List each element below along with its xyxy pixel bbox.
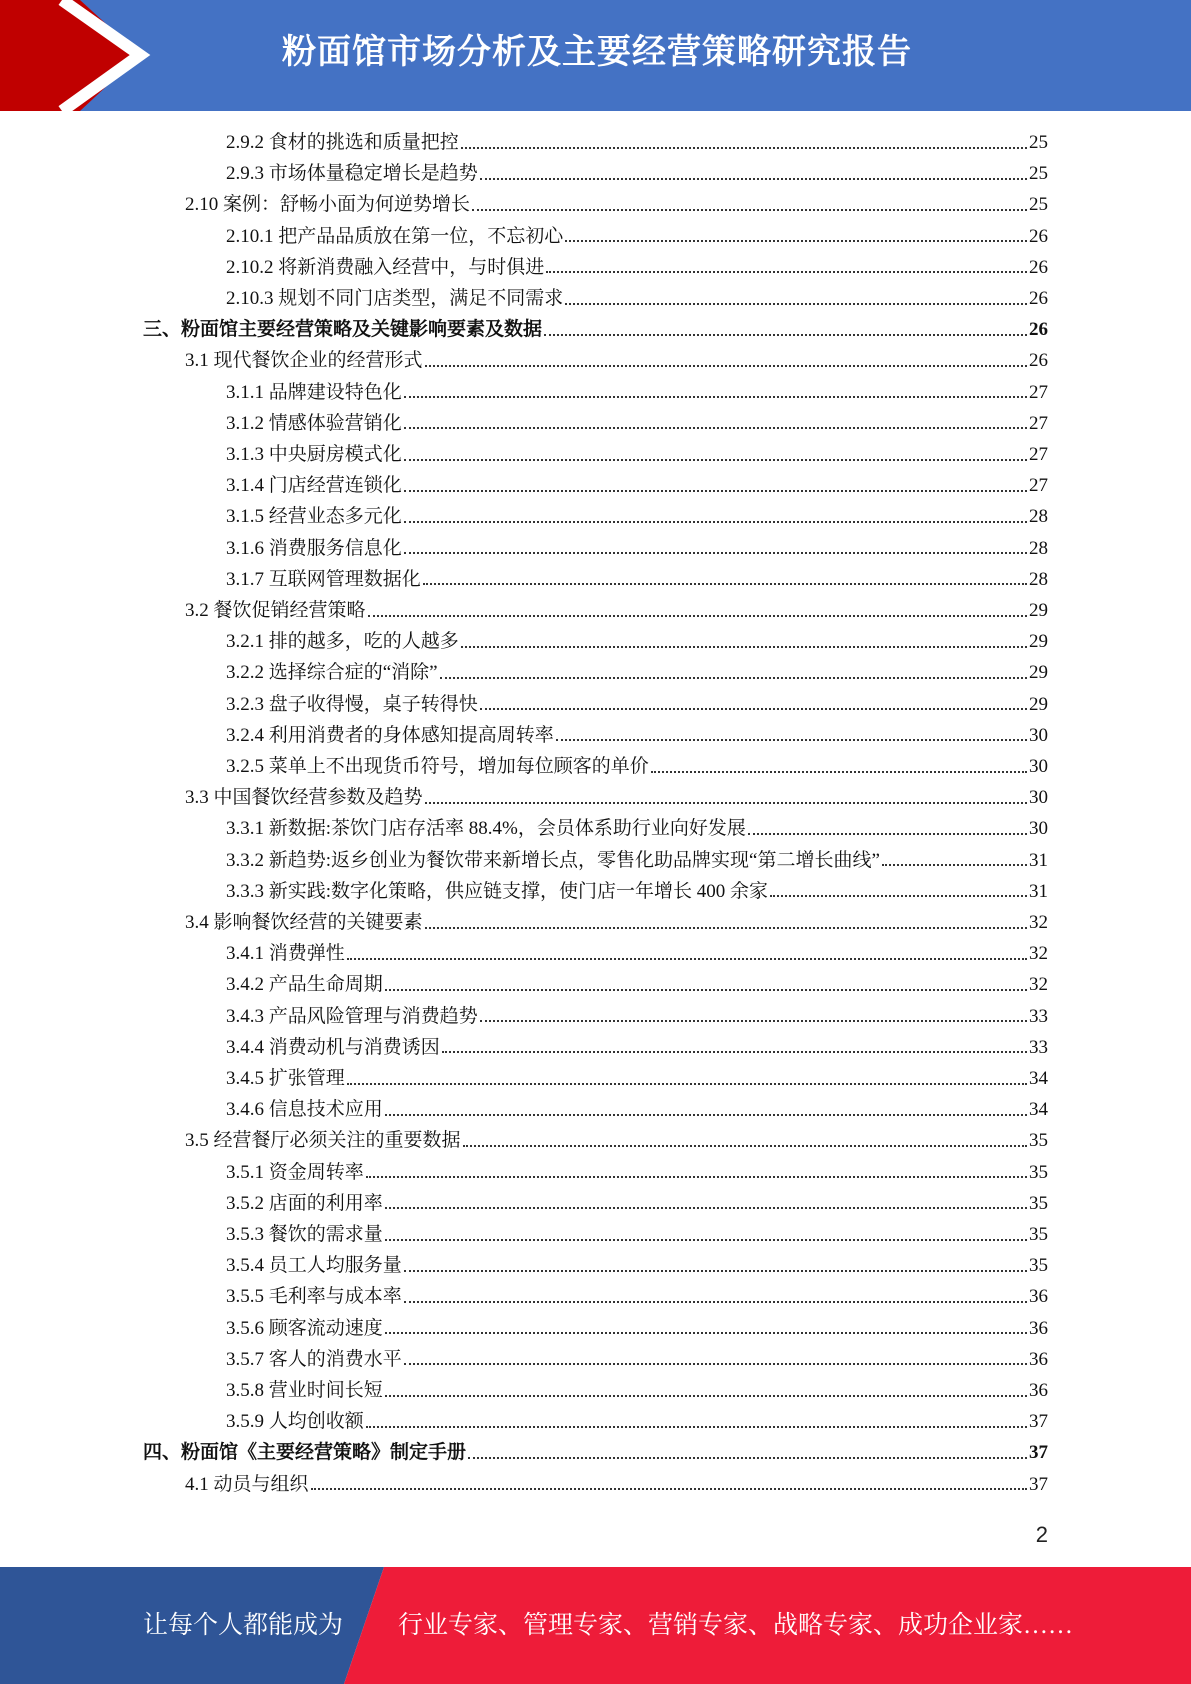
- toc-leader-dots: [565, 303, 1027, 305]
- toc-leader-dots: [385, 1207, 1027, 1209]
- toc-entry-page: 32: [1029, 943, 1048, 965]
- toc-entry-title: 3.1.4 门店经营连锁化: [226, 475, 402, 497]
- toc-entry-title: 2.10.2 将新消费融入经营中，与时俱进: [226, 256, 545, 278]
- toc-entry-page: 31: [1029, 880, 1048, 902]
- toc-entry[interactable]: [226, 283, 1048, 314]
- toc-entry-page: 28: [1029, 568, 1048, 590]
- toc-entry-title: 3.5.9 人均创收额: [226, 1411, 364, 1433]
- toc-leader-dots: [748, 833, 1027, 835]
- toc-entry-title: 三、粉面馆主要经营策略及关键影响要素及数据: [143, 319, 543, 341]
- toc-entry-page: 27: [1029, 475, 1048, 497]
- toc-leader-dots: [404, 459, 1027, 461]
- toc-leader-dots: [385, 1239, 1027, 1241]
- toc-entry[interactable]: [226, 1001, 1048, 1032]
- toc-entry-page: 28: [1029, 537, 1048, 559]
- toc-leader-dots: [385, 1114, 1027, 1116]
- toc-entry-title: 3.4.2 产品生命周期: [226, 974, 383, 996]
- toc-entry-title: 3.1.5 经营业态多元化: [226, 506, 402, 528]
- toc-entry-title: 3.2.4 利用消费者的身体感知提高周转率: [226, 724, 554, 746]
- toc-entry[interactable]: [226, 720, 1048, 751]
- toc-entry-title: 2.9.2 食材的挑选和质量把控: [226, 132, 459, 153]
- toc-leader-dots: [463, 1145, 1027, 1147]
- toc-entry-title: 3.5 经营餐厅必须关注的重要数据: [185, 1130, 461, 1152]
- toc-entry-page: 33: [1029, 1005, 1048, 1027]
- toc-leader-dots: [440, 677, 1027, 679]
- toc-leader-dots: [404, 427, 1027, 429]
- toc-leader-dots: [770, 895, 1027, 897]
- toc-entry-title: 3.1.3 中央厨房模式化: [226, 444, 402, 465]
- toc-entry[interactable]: [226, 1250, 1048, 1281]
- toc-entry-page: 27: [1029, 444, 1048, 465]
- toc-entry-title: 3.5.2 店面的利用率: [226, 1192, 383, 1214]
- toc-entry[interactable]: [185, 782, 1048, 813]
- toc-entry-page: 37: [1029, 1442, 1048, 1464]
- toc-entry[interactable]: [143, 1437, 1048, 1468]
- toc-entry-title: 3.5.3 餐饮的需求量: [226, 1224, 383, 1245]
- toc-entry[interactable]: [226, 1094, 1048, 1125]
- toc-entry[interactable]: [226, 751, 1048, 782]
- toc-entry-page: 36: [1029, 1317, 1048, 1339]
- toc-entry-page: 36: [1029, 1286, 1048, 1308]
- toc-entry-title: 四、粉面馆《主要经营策略》制定手册: [143, 1442, 467, 1464]
- toc-entry[interactable]: [226, 969, 1048, 1000]
- toc-entry[interactable]: [185, 345, 1048, 376]
- toc-entry[interactable]: [226, 1375, 1048, 1406]
- toc-leader-dots: [480, 708, 1027, 710]
- toc-entry-title: 3.4 影响餐饮经营的关键要素: [185, 912, 423, 933]
- toc-entry[interactable]: [226, 1032, 1048, 1063]
- toc-entry-page: 28: [1029, 506, 1048, 528]
- toc-entry-page: 36: [1029, 1380, 1048, 1401]
- toc-entry-title: 3.3.2 新趋势:返乡创业为餐饮带来新增长点，零售化助品牌实现“第二增长曲线”: [226, 849, 880, 871]
- toc-entry-page: 30: [1029, 756, 1048, 777]
- toc-entry[interactable]: [226, 689, 1048, 720]
- toc-entry-page: 35: [1029, 1255, 1048, 1277]
- toc-leader-dots: [311, 1488, 1027, 1490]
- toc-entry-page: 36: [1029, 1348, 1048, 1370]
- toc-leader-dots: [442, 1051, 1027, 1053]
- toc-entry-title: 3.2.1 排的越多，吃的人越多: [226, 631, 459, 653]
- toc-entry[interactable]: [226, 938, 1048, 969]
- toc-leader-dots: [404, 552, 1027, 554]
- toc-entry-title: 3.1 现代餐饮企业的经营形式: [185, 350, 423, 372]
- toc-leader-dots: [425, 802, 1027, 804]
- toc-entry-page: 34: [1029, 1068, 1048, 1089]
- toc-leader-dots: [461, 147, 1027, 149]
- toc-entry-page: 35: [1029, 1130, 1048, 1152]
- toc-leader-dots: [368, 615, 1027, 617]
- toc-leader-dots: [404, 521, 1027, 523]
- toc-entry-page: 35: [1029, 1192, 1048, 1214]
- toc-leader-dots: [404, 1270, 1027, 1272]
- toc-leader-dots: [882, 864, 1027, 866]
- toc-leader-dots: [544, 334, 1027, 336]
- toc-entry-page: 27: [1029, 381, 1048, 403]
- toc-entry[interactable]: [226, 1406, 1048, 1437]
- toc-entry-title: 3.5.6 顾客流动速度: [226, 1317, 383, 1339]
- toc-entry[interactable]: [226, 813, 1048, 844]
- toc-entry[interactable]: [226, 564, 1048, 595]
- toc-entry[interactable]: [185, 189, 1048, 220]
- toc-entry-page: 34: [1029, 1099, 1048, 1121]
- toc-entry[interactable]: [226, 408, 1048, 439]
- toc-entry[interactable]: [185, 1125, 1048, 1156]
- toc-entry-title: 3.5.8 营业时间长短: [226, 1380, 383, 1401]
- toc-leader-dots: [480, 1020, 1027, 1022]
- toc-entry-page: 37: [1029, 1411, 1048, 1433]
- toc-entry-title: 3.4.4 消费动机与消费诱因: [226, 1036, 440, 1058]
- toc-leader-dots: [385, 1395, 1027, 1397]
- toc-entry-title: 3.2 餐饮促销经营策略: [185, 600, 366, 621]
- toc-entry[interactable]: [226, 1063, 1048, 1094]
- toc-entry-page: 29: [1029, 600, 1048, 621]
- toc-entry[interactable]: [226, 845, 1048, 876]
- toc-entry-page: 30: [1029, 787, 1048, 809]
- toc-entry-page: 26: [1029, 225, 1048, 247]
- report-title: 粉面馆市场分析及主要经营策略研究报告: [282, 32, 912, 72]
- toc-entry-title: 3.4.6 信息技术应用: [226, 1099, 383, 1121]
- footer-slogan-left: 让每个人都能成为: [143, 1612, 344, 1639]
- toc-leader-dots: [472, 209, 1027, 211]
- toc-entry[interactable]: [226, 252, 1048, 283]
- toc-leader-dots: [565, 240, 1027, 242]
- toc-leader-dots: [404, 396, 1027, 398]
- toc-entry[interactable]: [226, 626, 1048, 657]
- toc-entry-page: 26: [1029, 350, 1048, 372]
- toc-entry-title: 3.4.5 扩张管理: [226, 1068, 345, 1089]
- toc-entry[interactable]: [226, 158, 1048, 189]
- toc-entry-title: 3.2.2 选择综合症的“消除”: [226, 662, 438, 684]
- toc-leader-dots: [385, 1332, 1027, 1334]
- toc-entry[interactable]: [226, 533, 1048, 564]
- toc-entry[interactable]: [226, 657, 1048, 688]
- toc-entry[interactable]: [226, 1313, 1048, 1344]
- toc-entry[interactable]: [226, 1344, 1048, 1375]
- toc-leader-dots: [404, 1301, 1027, 1303]
- toc-entry[interactable]: [185, 907, 1048, 938]
- toc-entry[interactable]: [226, 470, 1048, 501]
- toc-entry-page: 26: [1029, 288, 1048, 309]
- toc-leader-dots: [366, 1426, 1027, 1428]
- toc-entry-page: 29: [1029, 662, 1048, 684]
- page-number: 2: [1035, 1522, 1048, 1547]
- toc-leader-dots: [651, 771, 1027, 773]
- toc-entry-title: 2.10 案例：舒畅小面为何逆势增长: [185, 194, 471, 216]
- toc-entry-title: 4.1 动员与组织: [185, 1473, 309, 1495]
- toc-leader-dots: [423, 583, 1027, 585]
- toc-leader-dots: [480, 178, 1027, 180]
- toc-entry-page: 29: [1029, 631, 1048, 653]
- toc-entry[interactable]: [226, 377, 1048, 408]
- toc-entry-page: 33: [1029, 1036, 1048, 1058]
- toc-entry-title: 3.2.5 菜单上不出现货币符号，增加每位顾客的单价: [226, 756, 649, 777]
- toc-entry-title: 3.2.3 盘子收得慢，桌子转得快: [226, 693, 478, 715]
- toc-entry[interactable]: [226, 221, 1048, 252]
- toc-entry-page: 26: [1029, 319, 1048, 341]
- toc-entry-page: 29: [1029, 693, 1048, 715]
- footer-slogan-right: 行业专家、管理专家、营销专家、战略专家、成功企业家……: [398, 1612, 1074, 1639]
- toc-entry-page: 25: [1029, 194, 1048, 216]
- toc-entry-title: 3.5.1 资金周转率: [226, 1161, 364, 1183]
- toc-entry[interactable]: [226, 1219, 1048, 1250]
- toc-leader-dots: [404, 490, 1027, 492]
- toc-entry-title: 3.1.7 互联网管理数据化: [226, 568, 421, 590]
- toc-entry[interactable]: [226, 127, 1048, 158]
- toc-entry[interactable]: [226, 439, 1048, 470]
- toc-entry-title: 2.10.3 规划不同门店类型，满足不同需求: [226, 288, 564, 309]
- toc-entry[interactable]: [226, 501, 1048, 532]
- toc-entry-page: 32: [1029, 974, 1048, 996]
- toc-entry[interactable]: [185, 595, 1048, 626]
- toc-entry[interactable]: [226, 1157, 1048, 1188]
- toc-leader-dots: [468, 1457, 1027, 1459]
- toc-entry-page: 27: [1029, 412, 1048, 434]
- toc-entry-page: 35: [1029, 1161, 1048, 1183]
- toc-leader-dots: [425, 927, 1027, 929]
- toc-entry[interactable]: [226, 1188, 1048, 1219]
- toc-entry[interactable]: [143, 314, 1048, 345]
- toc-entry-title: 3.1.6 消费服务信息化: [226, 537, 402, 559]
- toc-leader-dots: [347, 1083, 1027, 1085]
- toc-entry-title: 3.4.3 产品风险管理与消费趋势: [226, 1005, 478, 1027]
- toc-entry-title: 3.4.1 消费弹性: [226, 943, 345, 965]
- toc-entry-title: 2.10.1 把产品品质放在第一位，不忘初心: [226, 225, 564, 247]
- toc-entry-page: 26: [1029, 256, 1048, 278]
- page-header: [0, 0, 1191, 111]
- toc-entry-title: 3.3 中国餐饮经营参数及趋势: [185, 787, 423, 809]
- toc-entry-title: 3.5.5 毛利率与成本率: [226, 1286, 402, 1308]
- toc-leader-dots: [366, 1176, 1027, 1178]
- toc-entry-title: 3.3.3 新实践:数字化策略，供应链支撑，使门店一年增长 400 余家: [226, 880, 769, 902]
- toc-entry-page: 32: [1029, 912, 1048, 933]
- toc-leader-dots: [546, 271, 1027, 273]
- toc-entry-page: 31: [1029, 849, 1048, 871]
- toc-leader-dots: [556, 739, 1027, 741]
- toc-entry-title: 2.9.3 市场体量稳定增长是趋势: [226, 163, 478, 185]
- toc-entry-page: 25: [1029, 163, 1048, 185]
- toc-entry-page: 37: [1029, 1473, 1048, 1495]
- page-footer: [0, 1567, 1191, 1684]
- toc-leader-dots: [404, 1363, 1027, 1365]
- toc-entry-page: 30: [1029, 818, 1048, 840]
- toc-entry-page: 35: [1029, 1224, 1048, 1245]
- toc-leader-dots: [425, 365, 1027, 367]
- toc-entry-title: 3.3.1 新数据:茶饮门店存活率 88.4%，会员体系助行业向好发展: [226, 818, 746, 840]
- toc-leader-dots: [385, 989, 1027, 991]
- toc-entry[interactable]: [226, 1281, 1048, 1312]
- toc-entry[interactable]: [226, 876, 1048, 907]
- toc-entry-page: 25: [1029, 132, 1048, 153]
- toc-entry-page: 30: [1029, 724, 1048, 746]
- toc-entry[interactable]: [185, 1469, 1048, 1500]
- toc-entry-title: 3.5.4 员工人均服务量: [226, 1255, 402, 1277]
- toc-entry-title: 3.1.2 情感体验营销化: [226, 412, 402, 434]
- toc-entry-title: 3.1.1 品牌建设特色化: [226, 381, 402, 403]
- toc-entry-title: 3.5.7 客人的消费水平: [226, 1348, 402, 1370]
- toc-leader-dots: [347, 958, 1027, 960]
- toc-leader-dots: [461, 646, 1027, 648]
